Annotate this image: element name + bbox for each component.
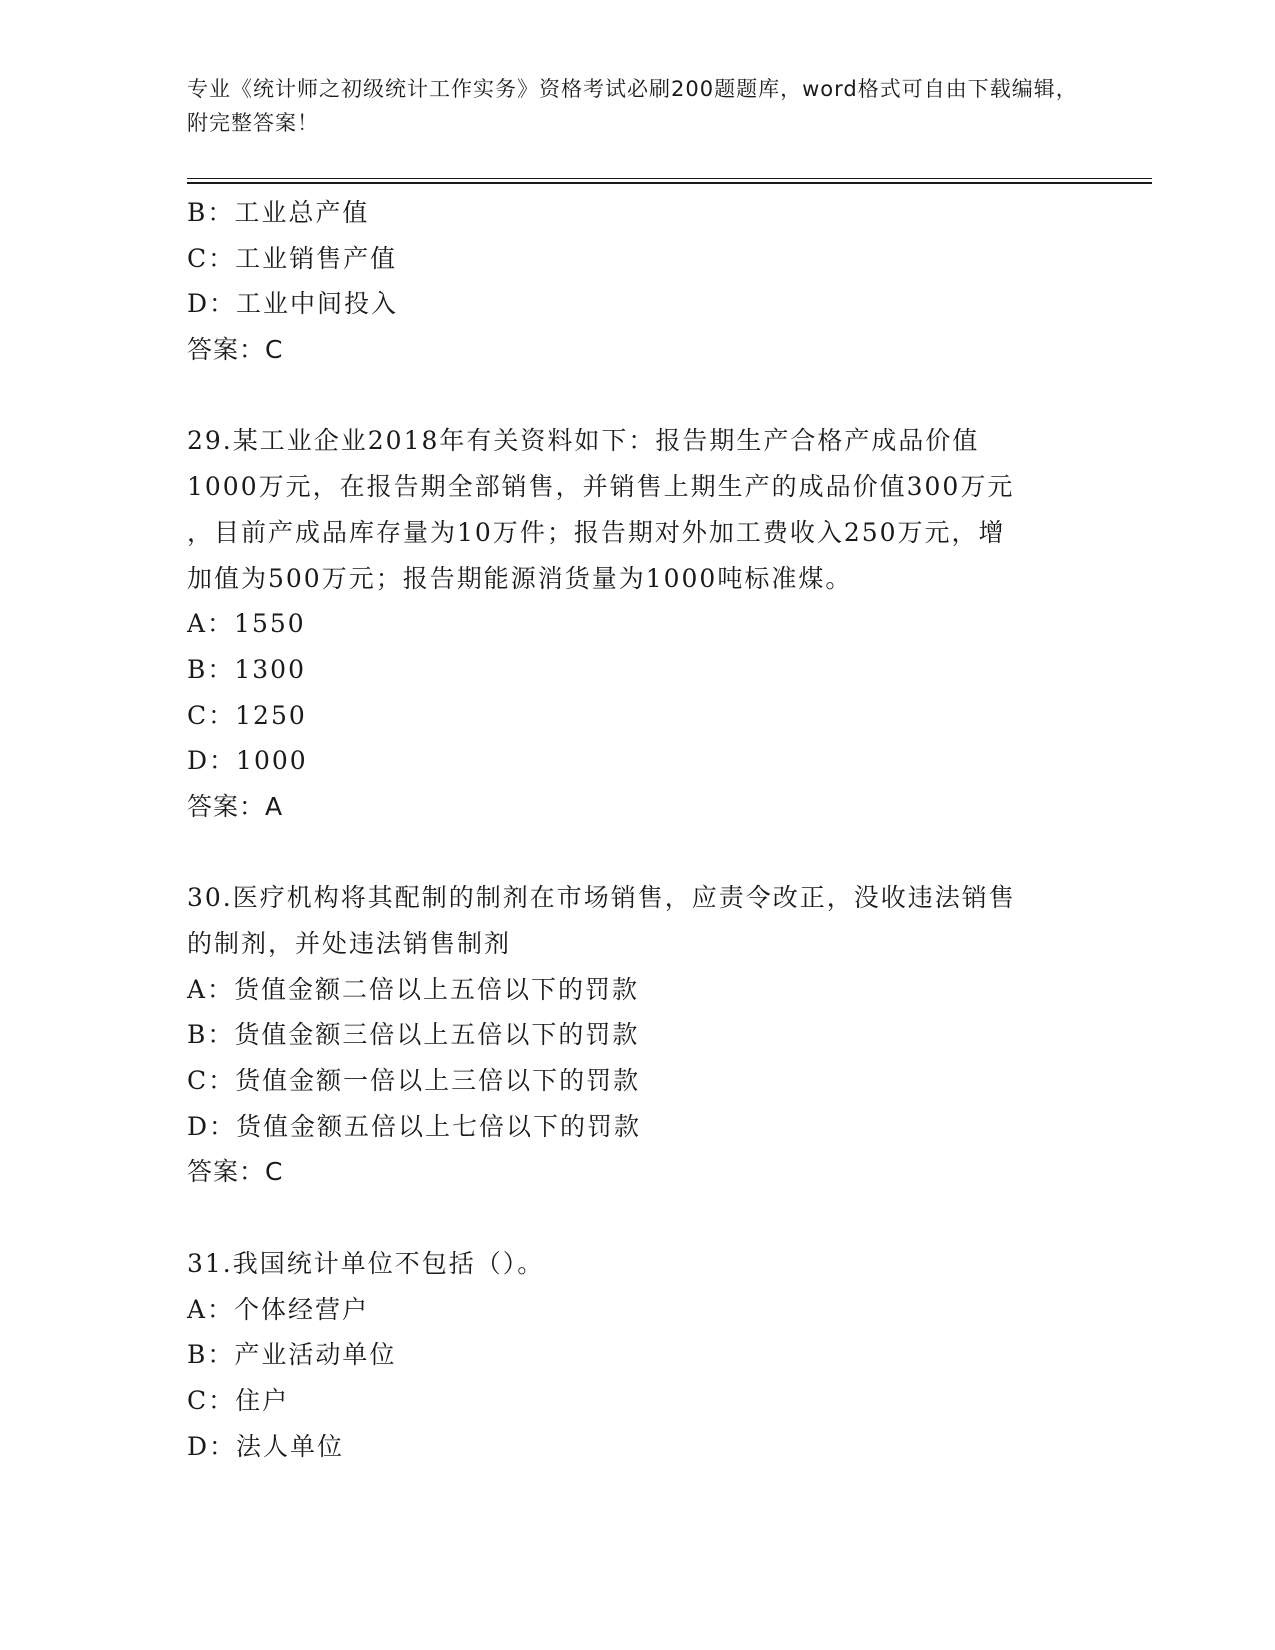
- question-stem-line: 加值为500万元；报告期能源消货量为1000吨标准煤。: [187, 563, 853, 593]
- question-29: [187, 418, 1087, 829]
- question-31: [187, 1241, 1087, 1469]
- option-b: B：产业活动单位: [187, 1340, 397, 1370]
- spacer: [187, 830, 1087, 876]
- spacer: [187, 373, 1087, 419]
- question-30: [187, 875, 1087, 1195]
- answer: 答案：C: [187, 335, 284, 365]
- question-stem-line: 30.医疗机构将其配制的制剂在市场销售，应责令改正，没收违法销售: [187, 883, 1016, 913]
- option-d: D：工业中间投入: [187, 289, 399, 319]
- option-a: A：货值金额二倍以上五倍以下的罚款: [187, 974, 640, 1004]
- document-body: [187, 190, 1087, 1469]
- question-stem-line: ，目前产成品库存量为10万件；报告期对外加工费收入250万元，增: [187, 517, 1006, 547]
- question-stem-line: 31.我国统计单位不包括（）。: [187, 1248, 545, 1278]
- option-c: C：工业销售产值: [187, 243, 398, 273]
- spacer: [187, 1195, 1087, 1241]
- question-stem-line: 的制剂，并处违法销售制剂: [187, 929, 512, 958]
- option-b: B：工业总产值: [187, 198, 370, 227]
- header-text: 专业《统计师之初级统计工作实务》资格考试必刷200题题库，word格式可自由下载编辑，附完整答案！: [187, 77, 1078, 135]
- question-stem-line: 29.某工业企业2018年有关资料如下：报告期生产合格产成品价值: [187, 426, 980, 456]
- option-c: C：1250: [187, 700, 307, 730]
- option-c: C：住户: [187, 1385, 290, 1415]
- option-d: D：货值金额五倍以上七倍以下的罚款: [187, 1111, 642, 1141]
- option-a: A：1550: [187, 609, 306, 639]
- option-b: B：1300: [187, 654, 306, 684]
- answer: 答案：C: [187, 1157, 284, 1187]
- option-d: D：1000: [187, 746, 308, 776]
- question-28-continued: [187, 190, 1087, 373]
- page-header: [187, 72, 1087, 140]
- header-rule-thick: [187, 182, 1152, 184]
- option-d: D：法人单位: [187, 1431, 345, 1461]
- option-c: C：货值金额一倍以上三倍以下的罚款: [187, 1066, 641, 1096]
- header-rule-thin: [187, 178, 1152, 179]
- answer: 答案：A: [187, 791, 284, 821]
- question-stem-line: 1000万元，在报告期全部销售，并销售上期生产的成品价值300万元: [187, 472, 1015, 502]
- option-a: A：个体经营户: [187, 1294, 370, 1324]
- option-b: B：货值金额三倍以上五倍以下的罚款: [187, 1020, 640, 1050]
